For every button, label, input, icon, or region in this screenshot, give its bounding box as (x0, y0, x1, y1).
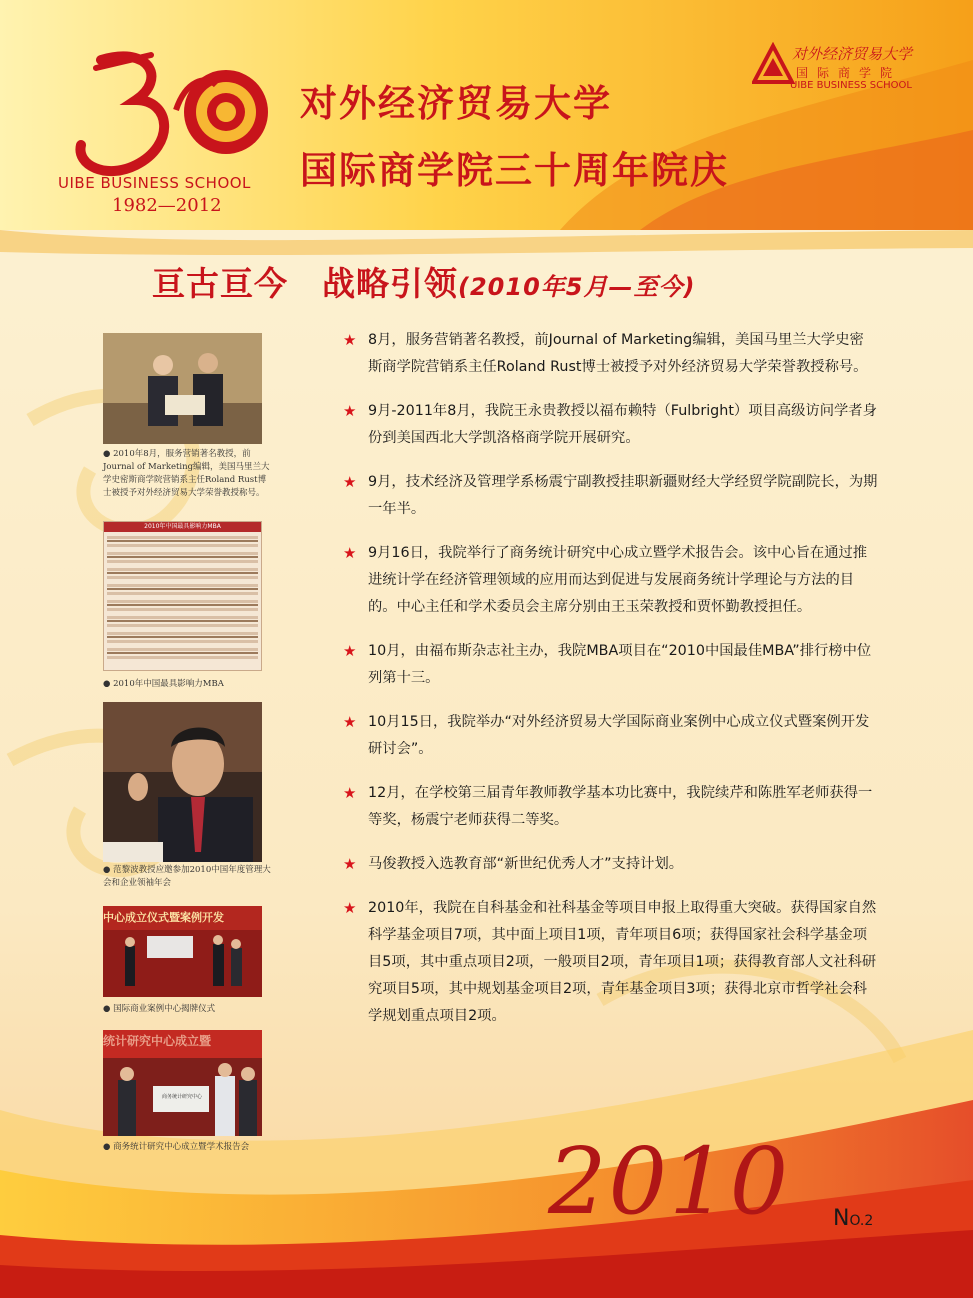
star-bullet-icon: ★ (343, 713, 357, 731)
school-name-en: UIBE BUSINESS SCHOOL (58, 174, 251, 192)
section-period: (2010年5月—至今) (458, 273, 696, 301)
anniversary-years: 1982—2012 (112, 195, 222, 216)
star-bullet-icon: ★ (343, 473, 357, 491)
photo-professor-conference-graphic (103, 702, 262, 862)
caption-professor-conference: ● 范黎波教授应邀参加2010中国年度管理大会和企业领袖年会 (103, 865, 271, 888)
photo-honorary-professor (103, 333, 262, 444)
event-text: 10月，由福布斯杂志社主办，我院MBA项目在“2010中国最佳MBA”排行榜中位列第十三。 (368, 643, 872, 686)
caption-honorary-professor: ● 2010年8月，服务营销著名教授，前Journal of Marketing编辑，美国马里兰大学史密斯商学院营销系主任Roland Rust博士被授予对外经济贸易大学荣誉教授称号。 (103, 449, 270, 498)
section-heading (152, 258, 695, 305)
title-anniversary: 国际商学院三十周年院庆 (300, 148, 729, 192)
events-list (343, 327, 878, 1047)
photo-statistics-center-founding (103, 1030, 262, 1136)
photo-honorary-professor-graphic (103, 333, 262, 444)
list-item (343, 540, 878, 621)
photo-mba-ranking-table (103, 521, 262, 671)
photo-case-center-unveiling (103, 906, 262, 997)
star-bullet-icon: ★ (343, 642, 357, 660)
star-bullet-icon: ★ (343, 855, 357, 873)
event-text: 8月，服务营销著名教授，前Journal of Marketing编辑，美国马里兰大学史密斯商学院营销系主任Roland Rust博士被授予对外经济贸易大学荣誉教授称号。 (368, 332, 868, 375)
event-text: 10月15日，我院举办“对外经济贸易大学国际商业案例中心成立仪式暨案例开发研讨会”。 (368, 714, 870, 757)
ranking-table-title: 2010年中国最具影响力MBA (104, 522, 261, 532)
event-text: 12月，在学校第三届青年教师教学基本功比赛中，我院续芹和陈胜军老师获得一等奖，杨震宁老师获得二等奖。 (368, 785, 873, 828)
footer-year: 2010 (548, 1128, 791, 1235)
star-bullet-icon: ★ (343, 544, 357, 562)
ibs-logo-school-name: 国际商学院 (796, 66, 902, 80)
photo-professor-conference (103, 702, 262, 862)
star-bullet-icon: ★ (343, 402, 357, 420)
unveiling-banner-text: 中心成立仪式暨案例开发 (103, 911, 224, 924)
statistics-center-plaque: 商务统计研究中心 (161, 1094, 202, 1100)
ibs-logo-english-name: UIBE BUSINESS SCHOOL (790, 80, 912, 91)
caption-statistics-center-founding: ● 商务统计研究中心成立暨学术报告会 (103, 1142, 250, 1152)
section-title: 亘古亘今 战略引领 (152, 264, 458, 303)
list-item (343, 327, 878, 381)
event-text: 9月-2011年8月，我院王永贵教授以福布赖特（Fulbright）项目高级访问学者身份到美国西北大学凯洛格商学院开展研究。 (368, 403, 877, 446)
list-item (343, 851, 878, 878)
list-item (343, 469, 878, 523)
event-text: 9月16日，我院举行了商务统计研究中心成立暨学术报告会。该中心旨在通过推进统计学在经济管理领域的应用而达到促进与发展商务统计学理论与方法的目的。中心主任和学术委员会主席分别由王玉荣教授和贾怀勤教授担任。 (368, 545, 868, 615)
issue-prefix: N (833, 1206, 850, 1231)
list-item (343, 709, 878, 763)
issue-suffix: O.2 (849, 1213, 874, 1229)
event-text: 9月，技术经济及管理学系杨震宁副教授挂职新疆财经大学经贸学院副院长，为期一年半。 (368, 474, 878, 517)
list-item (343, 398, 878, 452)
founding-banner-text: 统计研究中心成立暨 (103, 1034, 212, 1048)
ranking-table-rows-graphic (104, 532, 261, 670)
caption-case-center-unveiling: ● 国际商业案例中心揭牌仪式 (103, 1004, 216, 1014)
list-item (343, 780, 878, 834)
caption-mba-ranking: ● 2010年中国最具影响力MBA (103, 679, 224, 689)
issue-number (833, 1206, 873, 1231)
title-university: 对外经济贸易大学 (300, 81, 612, 125)
star-bullet-icon: ★ (343, 784, 357, 802)
event-text: 马俊教授入选教育部“新世纪优秀人才”支持计划。 (368, 856, 684, 872)
star-bullet-icon: ★ (343, 331, 357, 349)
list-item (343, 638, 878, 692)
event-text: 2010年，我院在自科基金和社科基金等项目申报上取得重大突破。获得国家自然科学基金项目7项，其中面上项目1项，青年项目6项；获得国家社会科学基金项目5项，其中重点项目2项，一般项目2项，青年项目1项；获得教育部人文社科研究项目5项，其中规划基金项目2项，青年基金项目3项；获得北京市哲学社会科学规划重点项目2项。 (368, 900, 877, 1024)
ibs-logo-university-name: 对外经济贸易大学 (792, 45, 913, 63)
star-bullet-icon: ★ (343, 899, 357, 917)
anniversary-30-logo (56, 40, 276, 190)
list-item (343, 895, 878, 1030)
